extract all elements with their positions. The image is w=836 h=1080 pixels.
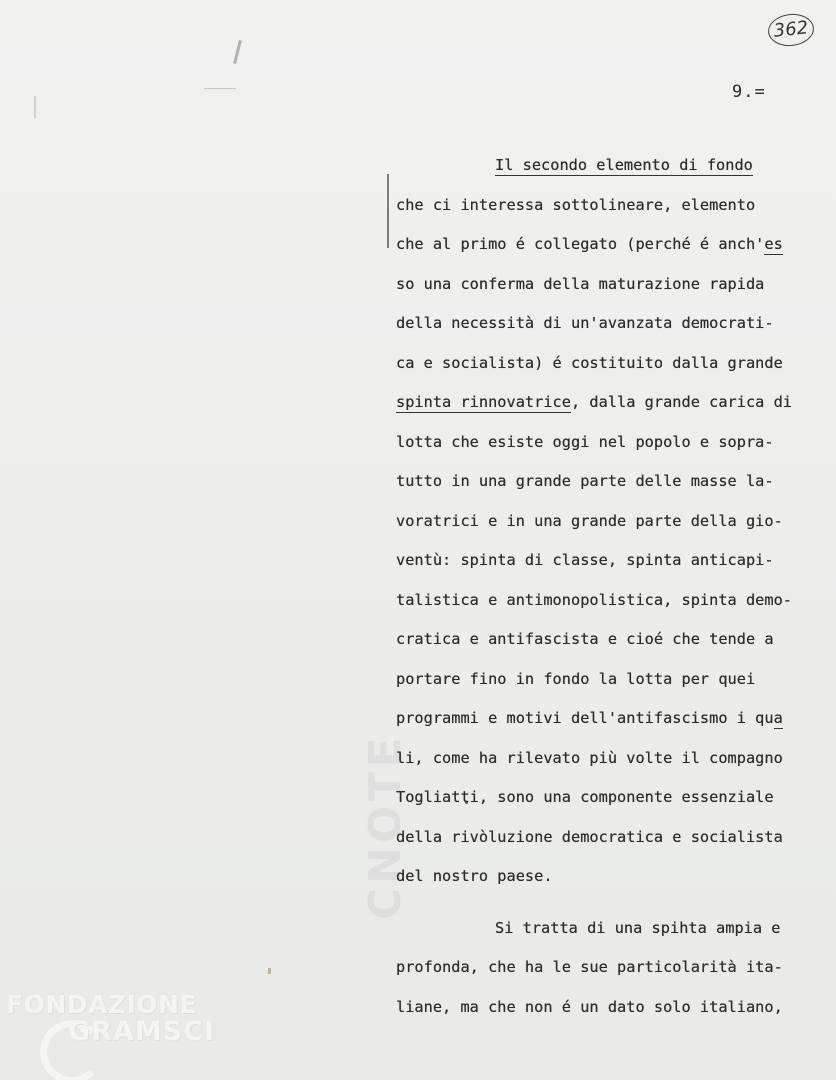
watermark-text-line1: FONDAZIONE — [6, 990, 198, 1019]
text-line: Si tratta di una spihta ampia e — [495, 918, 781, 937]
typed-text-body — [396, 146, 832, 1027]
text-line: talistica e antimonopolistica, spinta demo- — [396, 590, 793, 609]
text-line: che ci interessa sottolineare, elemento — [396, 195, 756, 214]
text-line: cratica e antifascista e cioé che tende a — [396, 630, 774, 648]
text-line: Togliatti, sono una componente essenziale — [396, 788, 774, 806]
text-line: della necessità di un'avanzata democrati- — [396, 314, 774, 332]
scan-speck — [204, 88, 236, 89]
page-number: 9.= — [732, 82, 766, 102]
text-line: portare fino in fondo la lotta per quei — [396, 669, 756, 688]
section-heading: Il secondo elemento di fondo — [495, 156, 753, 174]
text-line: voratrici e in una grande parte della gio- — [396, 511, 783, 530]
margin-annotation-line — [387, 174, 389, 248]
text-line: profonda, che ha le sue particolarità ita- — [396, 958, 783, 976]
text-line: del nostro paese. — [396, 867, 553, 885]
text-line: lotta che esiste oggi nel popolo e sopra- — [396, 432, 774, 451]
text-line: ventù: spinta di classe, spinta anticapi- — [396, 551, 774, 569]
underlined-phrase: spinta rinnovatrice — [396, 393, 571, 411]
text-line: ca e socialista) é costituito dalla grande — [396, 353, 783, 372]
scan-speck — [268, 968, 271, 974]
scan-speck — [233, 40, 242, 64]
text-line: che al primo é collegato (perché é anch'es — [396, 235, 783, 253]
text-line: liane, ma che non é un dato solo italiano, — [396, 997, 783, 1016]
scan-speck — [34, 96, 36, 118]
text-line: li, come ha rilevato più volte il compagno — [396, 748, 783, 767]
archive-stamp-number: 362 — [766, 12, 815, 49]
text-line: spinta rinnovatrice, dalla grande carica di — [396, 393, 793, 411]
text-line: programmi e motivi dell'antifascismo i qua — [396, 709, 783, 727]
fondazione-gramsci-watermark — [6, 990, 216, 1070]
text-line: della rivòluzione democratica e socialista — [396, 827, 783, 846]
text-line: so una conferma della maturazione rapida — [396, 274, 765, 293]
bleed-through-stamp: CNOTE — [360, 733, 411, 920]
text-line: tutto in una grande parte delle masse la- — [396, 472, 774, 490]
watermark-text-line2: GRAMSCI — [68, 1016, 216, 1047]
